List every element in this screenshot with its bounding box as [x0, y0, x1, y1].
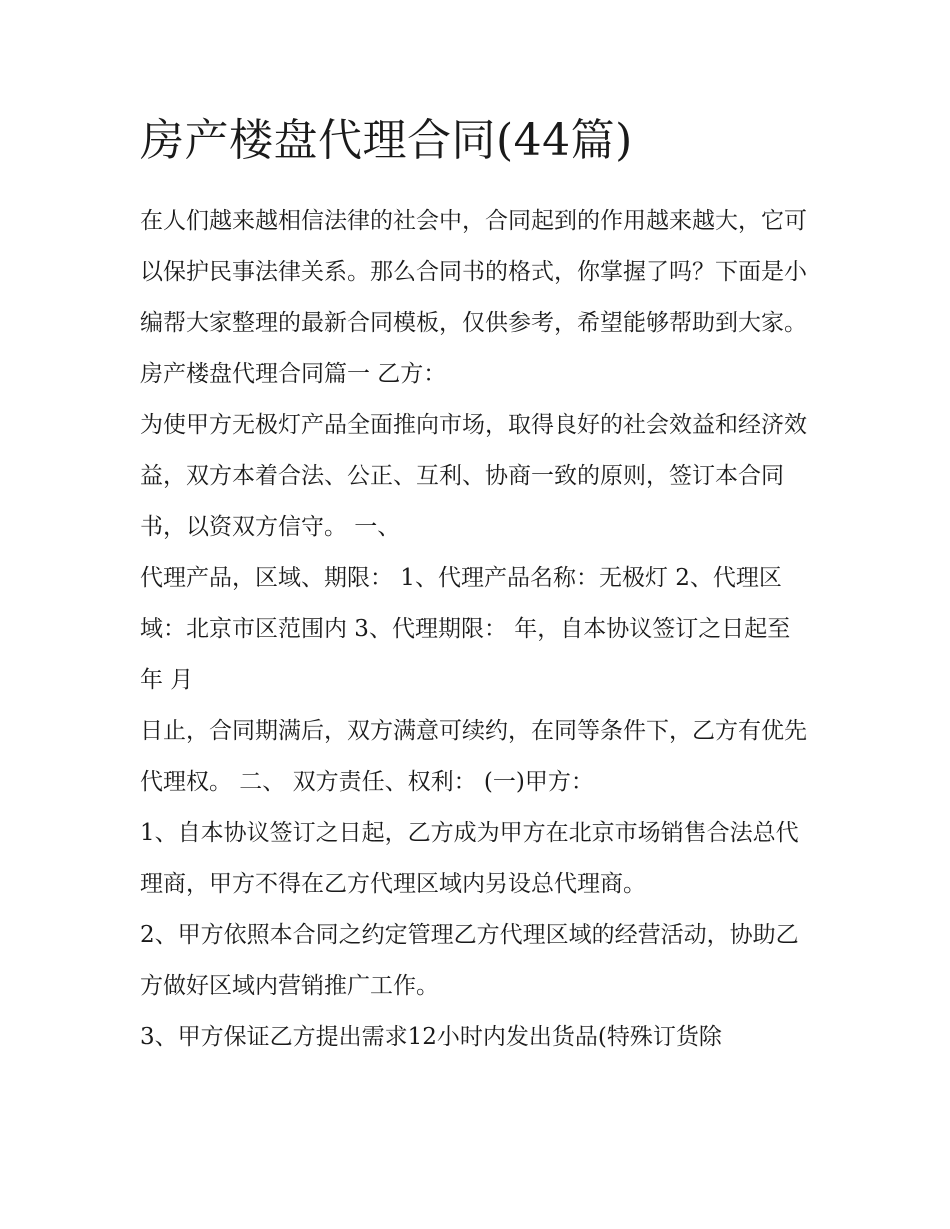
- paragraph-section-heading: 房产楼盘代理合同篇一 乙方：: [140, 361, 447, 387]
- paragraph-clause-1: 1、自本协议签订之日起，乙方成为甲方在北京市场销售合法总代理商，甲方不得在乙方代理区域内另设总代理商。: [140, 820, 799, 897]
- paragraph-clause-3: 3、甲方保证乙方提出需求12小时内发出货品(特殊订货除: [140, 1024, 722, 1050]
- paragraph-renewal: 日止，合同期满后，双方满意可续约，在同等条件下，乙方有优先代理权。 二、 双方责任、权利： (一)甲方：: [140, 718, 807, 795]
- paragraph-intro: 在人们越来越相信法律的社会中，合同起到的作用越来越大，它可以保护民事法律关系。那么合同书的格式，你掌握了吗？下面是小编帮大家整理的最新合同模板，仅供参考，希望能够帮助到大家。: [140, 208, 807, 336]
- document-body: [140, 196, 820, 1063]
- paragraph-clause-2: 2、甲方依照本合同之约定管理乙方代理区域的经营活动，协助乙方做好区域内营销推广工作。: [140, 922, 799, 999]
- paragraph-purpose: 为使甲方无极灯产品全面推向市场，取得良好的社会效益和经济效益，双方本着合法、公正、互利、协商一致的原则，签订本合同书，以资双方信守。 一、: [140, 412, 807, 540]
- paragraph-agency-terms: 代理产品，区域、期限： 1、代理产品名称：无极灯 2、代理区域：北京市区范围内 3、代理期限： 年，自本协议签订之日起至 年 月: [140, 565, 791, 693]
- page-title: 房产楼盘代理合同(44篇): [140, 115, 633, 166]
